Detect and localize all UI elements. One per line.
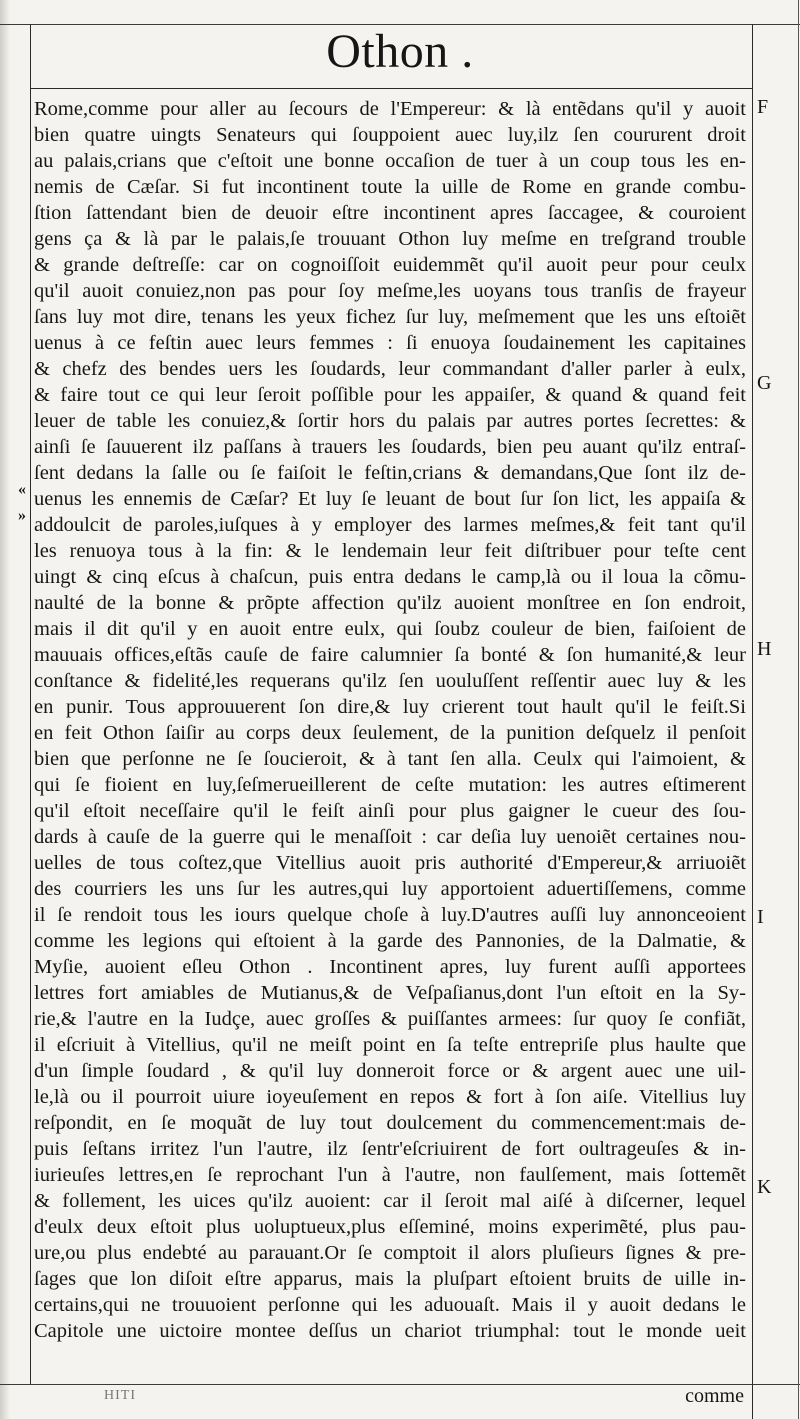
text-line: uenus les ennemis de Cæſar? Et luy ſe leuant de bout ſur ſon lict, les appaiſa &: [34, 488, 746, 510]
text-line: il ſe rendoit tous les iours quelque choſe à luy.D'autres auſſi luy annonceoient: [34, 904, 746, 926]
text-line: il eſcriuit à Vitellius, qu'il ne meiſt point en ſa teſte entrepriſe plus haulte que: [34, 1034, 746, 1056]
text-line: certains,qui ne trouuoient perſonne qui les aduouaſt. Mais il y auoit dedans le: [34, 1294, 746, 1316]
text-line: puis ſeſtans irritez l'un l'autre, ilz ſentr'eſcriuirent de fort oultrageuſes & in-: [34, 1138, 746, 1160]
quote-mark-open: «: [18, 481, 26, 498]
text-line: iurieuſes lettres,en ſe reprochant l'un à l'autre, non faulſement, mais ſottemẽt: [34, 1164, 746, 1186]
text-line: ſtion ſattendant bien de deuoir eſtre incontinent apres ſaccagee, & couroient: [34, 202, 746, 224]
text-line: addoulcit de paroles,iuſques à y employer des larmes meſmes,& feit tant qu'il: [34, 514, 746, 536]
text-line: en punir. Tous approuuerent ſon dire,& luy crierent tout hault qu'il le feiſt.Si: [34, 696, 746, 718]
margin-letter-k: K: [757, 1176, 772, 1198]
text-line: ainſi ſe ſauuerent ilz paſſans à trauers les ſoudards, bien peu auant qu'ilz entraſ-: [34, 436, 746, 458]
footer-mark: HITI: [104, 1388, 136, 1403]
text-line: uenus à ce feſtin auec leurs femmes : ſi enuoya ſoudainement les capitaines: [34, 332, 746, 354]
text-line: rie,& l'autre en la Iudçe, auec groſſes & puiſſantes armees: ſur quoy ſe confiãt,: [34, 1008, 746, 1030]
text-line: mauuais offices,eſtãs cauſe de faire calumnier ſa bonté & ſon humanité,& leur: [34, 644, 746, 666]
text-line: ure,ou plus endebté au parauant.Or ſe comptoit il alors pluſieurs ſignes & pre-: [34, 1242, 746, 1264]
text-line: reſpondit, en ſe moquãt de luy tout doulcement du commencement:mais de-: [34, 1112, 746, 1134]
text-line: ſages que lon diſoit eſtre apparus, mais la pluſpart eſtoient bruits de uille in-: [34, 1268, 746, 1290]
text-line: Myſie, auoient eſleu Othon . Incontinent apres, luy furent auſſi apportees: [34, 956, 746, 978]
text-line: en feit Othon ſaiſir au corps deux ſeulement, de la punition deſquelz il penſoit: [34, 722, 746, 744]
text-line: le,là ou il pourroit uiure ioyeuſement en repos & fort à ſon aiſe. Vitellius luy: [34, 1086, 746, 1108]
text-line: nemis de Cæſar. Si fut incontinent toute la uille de Rome en grande combu-: [34, 176, 746, 198]
quote-mark-close: »: [18, 507, 26, 524]
text-line: d'eulx deux eſtoit plus uoluptueux,plus eſſeminé, moins experimẽté, plus pau-: [34, 1216, 746, 1238]
text-line: mais il dit qu'il y en auoit entre eulx, qui ſoubz couleur de bien, faiſoient de: [34, 618, 746, 640]
text-line: & follement, les uices qu'ilz auoient: car il ſeroit mal aiſé à diſcerner, lequel: [34, 1190, 746, 1212]
text-line: dards à cauſe de la guerre qui le menaſſoit : car deſia luy uenoiẽt certaines nou-: [34, 826, 746, 848]
gutter-shadow: [0, 0, 10, 1419]
text-line: uelles de tous coſtez,que Vitellius auoit pris authorité d'Empereur,& arriuoiẽt: [34, 852, 746, 874]
text-line: au palais,crians que c'eſtoit une bonne occaſion de tuer à un coup tous les en-: [34, 150, 746, 172]
text-line: bien quatre uingts Senateurs qui ſouppoient auec luy,ilz ſen coururent droit: [34, 124, 746, 146]
text-line: Capitole une uictoire montee deſſus un chariot triumphal: tout le monde ueit: [34, 1320, 746, 1342]
text-line: & grande deſtreſſe: car on cognoiſſoit euidemmẽt qu'il auoit peur pour ceulx: [34, 254, 746, 276]
text-line: uingt & cinq eſcus à chaſcun, puis entra dedans le camp,là ou il loua la cõmu-: [34, 566, 746, 588]
text-line: d'un ſimple ſoudard , & qu'il luy donneroit force or & argent auec une uil-: [34, 1060, 746, 1082]
right-column-rule: [752, 24, 753, 1419]
text-line: conſtance & fidelité,les requerans qu'ilz ſen uouluſſent reſſentir auec luy & les: [34, 670, 746, 692]
text-line: ſent dedans la ſalle ou ſe faiſoit le feſtin,crians & demandans,Que ſont ilz de-: [34, 462, 746, 484]
margin-letter-g: G: [757, 372, 772, 394]
running-head: Othon .: [326, 25, 474, 78]
text-line: qu'il eſtoit neceſſaire qu'il le feiſt ainſi pour plus gaigner le cueur des ſou-: [34, 800, 746, 822]
margin-letter-f: F: [757, 96, 769, 118]
text-line: qu'il auoit conuiez,non pas pour ſoy meſme,les uoyans tous tranſis de frayeur: [34, 280, 746, 302]
text-line: lettres fort amiables de Mutianus,& de Veſpaſianus,dont l'un eſtoit en la Sy-: [34, 982, 746, 1004]
outer-edge-rule: [798, 0, 799, 1419]
catchword: comme: [685, 1385, 744, 1407]
text-line: Rome,comme pour aller au ſecours de l'Empereur: & là entẽdans qu'il y auoit: [34, 98, 746, 120]
text-line: & faire tout ce qui leur ſeroit poſſible pour les appaiſer, & quand & quand feit: [34, 384, 746, 406]
text-line: bien que perſonne ne ſe ſoucieroit, & à tant ſen alla. Ceulx qui l'aimoient, &: [34, 748, 746, 770]
text-line: comme les legions qui eſtoient à la garde des Pannonies, de la Dalmatie, &: [34, 930, 746, 952]
margin-letter-i: I: [757, 906, 764, 928]
margin-letter-h: H: [757, 638, 772, 660]
text-line: & chefz des bendes uers les ſoudards, leur commandant d'aller parler à eulx,: [34, 358, 746, 380]
text-line: leuer de table les conuiez,& ſortir hors du palais par autres portes ſecrettes: &: [34, 410, 746, 432]
running-head-rule: [30, 88, 752, 89]
text-line: naulté de la bonne & prõpte affection qu'ilz auoient monſtree en ſon endroit,: [34, 592, 746, 614]
text-line: les renuoya tous à la fin: & le lendemain leur feit diſtribuer pour teſte cent: [34, 540, 746, 562]
text-line: gens ça & là par le palais,ſe trouuant Othon luy meſme en treſgrand trouble: [34, 228, 746, 250]
text-line: qui ſe fioient en luy,ſeſmerueillerent de ceſte mutation: les autres eſtimerent: [34, 774, 746, 796]
body-text: [34, 96, 746, 1344]
text-line: des courriers les uns ſur les autres,qui luy apportoient aduertiſſemens, comme: [34, 878, 746, 900]
frame-bottom-rule: [0, 1384, 800, 1385]
text-line: ſans luy mot dire, tenans les yeux fichez ſur luy, meſmement que les uns eſtoiẽt: [34, 306, 746, 328]
left-column-rule: [30, 24, 31, 1384]
